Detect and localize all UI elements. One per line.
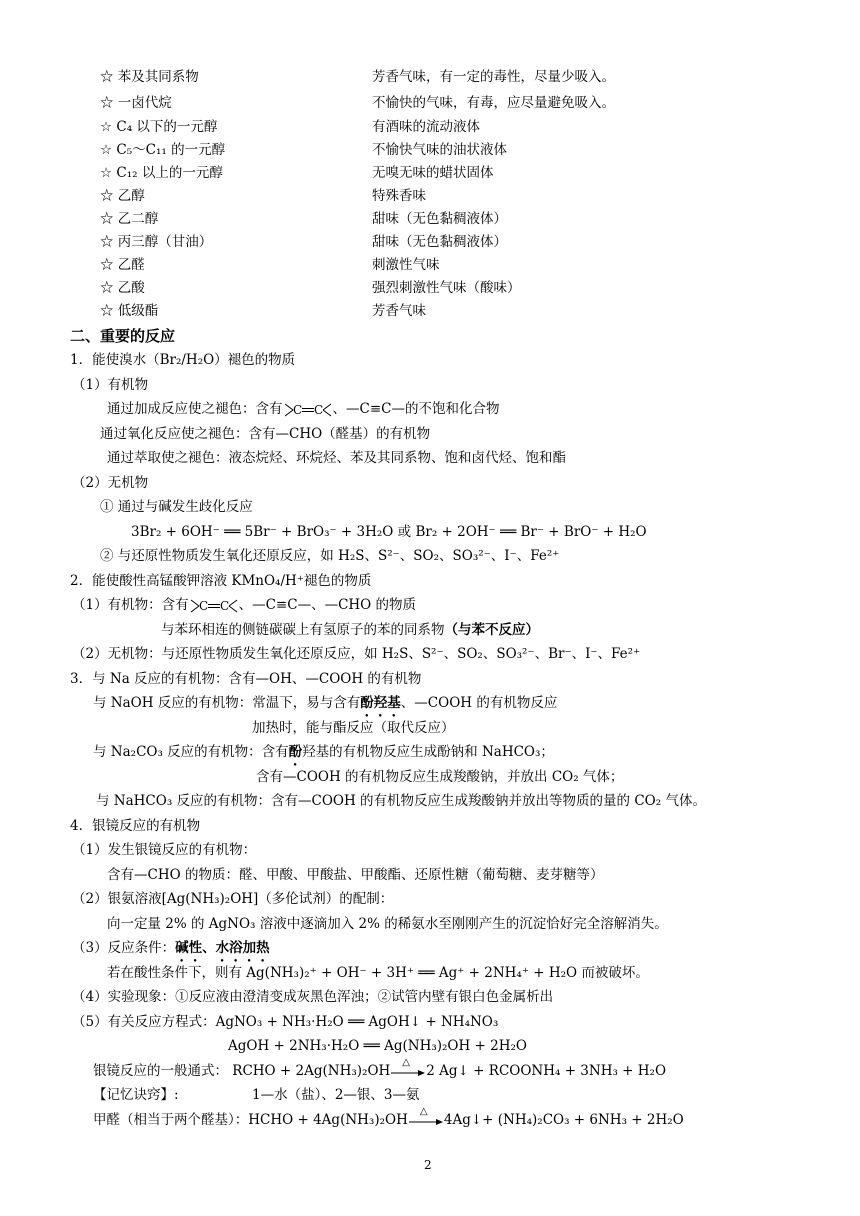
odor-row-desc: 芳香气味 xyxy=(372,303,426,319)
odor-row-name: ☆ 乙酸 xyxy=(100,280,145,296)
odor-row-name: ☆ C₄ 以下的一元醇 xyxy=(100,119,218,135)
item-3-na2co3-cooh: 含有—COOH 的有机物反应生成羧酸钠，并放出 CO₂ 气体； xyxy=(256,769,624,785)
org-text-post: 、—C≡C—、—CHO 的物质 xyxy=(238,597,417,613)
item-1-inorganic: （2）无机物 xyxy=(72,475,149,491)
section-heading: 二、重要的反应 xyxy=(70,327,176,345)
item-4-p2-text: 向一定量 2% 的 AgNO₃ 溶液中逐滴加入 2% 的稀氨水至刚刚产生的沉淀恰好完全溶解消失。 xyxy=(107,916,668,932)
item-4-p1-text: 含有—CHO 的物质：醛、甲酸、甲酸盐、甲酸酯、还原性糖（葡萄糖、麦芽糖等） xyxy=(107,867,604,883)
addition-text-post: 、—C≡C—的不饱和化合物 xyxy=(332,401,500,417)
org-text-pre: （1）有机物：含有 xyxy=(72,597,189,613)
odor-row-name: ☆ 乙二醇 xyxy=(100,211,159,227)
p3-bold: 碱性、水浴加热 xyxy=(175,940,270,956)
na2co3-post: 羟基的有机物反应生成酚钠和 NaHCO₃； xyxy=(302,744,554,760)
page-number: 2 xyxy=(424,1158,432,1172)
odor-row-desc: 甜味（无色黏稠液体） xyxy=(372,211,507,227)
item-4-title: 4．银镜反应的有机物 xyxy=(70,818,201,834)
item-3-naoh xyxy=(93,694,557,720)
gen-post: 2 Ag↓ + RCOONH₄ + 3NH₃ + H₂O xyxy=(426,1063,667,1079)
item-4-p5: （5）有关反应方程式：AgNO₃ + NH₃·H₂O ══ AgOH↓ + NH₄NO₃ xyxy=(72,1014,499,1030)
cc-double-bond-icon xyxy=(283,401,333,419)
item-4-p4: （4）实验现象：①反应液由澄清变成灰黑色浑浊；②试管内壁有银白色金属析出 xyxy=(72,989,554,1005)
na2co3-bold: 酚 xyxy=(288,744,303,760)
svg-text:C: C xyxy=(219,598,229,613)
hcho-post: 4Ag↓+ (NH₄)₂CO₃ + 6NH₃ + 2H₂O xyxy=(443,1112,684,1128)
odor-row-name: ☆ 乙醇 xyxy=(100,188,145,204)
gen-pre: 银镜反应的一般通式： RCHO + 2Ag(NH₃)₂OH xyxy=(93,1063,391,1079)
item-2-organic xyxy=(72,596,416,615)
naoh-post: 、—COOH 的有机物反应 xyxy=(400,695,558,711)
item-1-organic: （1）有机物 xyxy=(72,377,149,393)
item-4-p1: （1）发生银镜反应的有机物： xyxy=(72,842,257,858)
memo-text: 1—水（盐）、2—银、3—氨 xyxy=(252,1087,420,1103)
hcho-pre: 甲醛（相当于两个醛基）：HCHO + 4Ag(NH₃)₂OH xyxy=(93,1112,408,1128)
formaldehyde-equation xyxy=(93,1105,684,1130)
heating-arrow-icon xyxy=(390,1056,426,1081)
naoh-pre: 与 NaOH 反应的有机物：常温下，易与含有 xyxy=(93,695,361,711)
item-1-a1-equation: 3Br₂ + 6OH⁻ ══ 5Br⁻ + BrO₃⁻ + 3H₂O 或 Br₂ + 2OH⁻ ══ Br⁻ + BrO⁻ + H₂O xyxy=(131,524,647,540)
odor-row-name: ☆ 乙醛 xyxy=(100,257,145,273)
delta-symbol: △ xyxy=(419,1105,428,1117)
odor-row-desc: 无嗅无味的蜡状固体 xyxy=(372,165,494,181)
benz-text: 与苯环相连的侧链碳碳上有氢原子的苯的同系物 xyxy=(161,622,445,638)
odor-row-desc: 不愉快的气味，有毒，应尽量避免吸入。 xyxy=(372,95,615,111)
svg-text:C: C xyxy=(198,598,208,613)
odor-row-desc: 甜味（无色黏稠液体） xyxy=(372,234,507,250)
odor-row-desc: 不愉快气味的油状液体 xyxy=(372,142,507,158)
item-1-a2: ② 与还原性物质发生氧化还原反应，如 H₂S、S²⁻、SO₂、SO₃²⁻、I⁻、Fe²⁺ xyxy=(100,548,560,564)
na2co3-pre: 与 Na₂CO₃ 反应的有机物：含有 xyxy=(93,744,289,760)
odor-row-name: ☆ 低级酯 xyxy=(100,303,159,319)
item-3-title: 3．与 Na 反应的有机物：含有—OH、—COOH 的有机物 xyxy=(70,671,422,687)
item-4-p2: （2）银氨溶液[Ag(NH₃)₂OH]（多伦试剂）的配制： xyxy=(72,891,394,907)
item-2-inorganic: （2）无机物：与还原性物质发生氧化还原反应，如 H₂S、S²⁻、SO₂、SO₃²⁻、Br⁻、I⁻、Fe²⁺ xyxy=(72,646,641,662)
svg-text:C: C xyxy=(313,402,323,417)
odor-row-name: ☆ 苯及其同系物 xyxy=(100,69,199,85)
item-2-title: 2．能使酸性高锰酸钾溶液 KMnO₄/H⁺褪色的物质 xyxy=(70,573,372,589)
item-4-p3 xyxy=(72,939,270,965)
item-3-nahco3: 与 NaHCO₃ 反应的有机物：含有—COOH 的有机物反应生成羧酸钠并放出等物质的量的 CO₂ 气体。 xyxy=(96,793,706,809)
heating-arrow-icon xyxy=(408,1105,444,1130)
naoh-bold: 酚羟基 xyxy=(360,695,401,711)
item-1-title: 1．能使溴水（Br₂/H₂O）褪色的物质 xyxy=(70,352,296,368)
odor-row-desc: 特殊香味 xyxy=(372,188,426,204)
item-1-extraction: 通过萃取使之褪色：液态烷烃、环烷烃、苯及其同系物、饱和卤代烃、饱和酯 xyxy=(107,450,566,466)
odor-row-name: ☆ 一卤代烷 xyxy=(100,95,172,111)
benz-bold: （与苯不反应） xyxy=(444,622,539,638)
general-equation xyxy=(93,1056,667,1081)
memo-label: 【记忆诀窍】: xyxy=(93,1087,179,1103)
item-2-benzene xyxy=(161,621,539,639)
item-3-naoh-heat: 加热时，能与酯反应（取代反应） xyxy=(252,720,455,736)
item-1-oxidation: 通过氧化反应使之褪色：含有—CHO（醛基）的有机物 xyxy=(100,426,431,442)
item-1-addition xyxy=(107,400,499,419)
p3-pre: （3）反应条件： xyxy=(72,940,176,956)
item-3-na2co3 xyxy=(93,743,554,769)
odor-row-name: ☆ 丙三醇（甘油） xyxy=(100,234,213,250)
svg-text:C: C xyxy=(292,402,302,417)
addition-text-pre: 通过加成反应使之褪色：含有 xyxy=(107,401,283,417)
item-4-p3-text: 若在酸性条件下，则有 Ag(NH₃)₂⁺ + OH⁻ + 3H⁺ ══ Ag⁺ + 2NH₄⁺ + H₂O 而被破坏。 xyxy=(107,965,649,981)
item-4-p5-eq2: AgOH + 2NH₃·H₂O ══ Ag(NH₃)₂OH + 2H₂O xyxy=(228,1038,528,1054)
odor-row-desc: 有酒味的流动液体 xyxy=(372,119,480,135)
cc-double-bond-icon xyxy=(189,597,239,615)
delta-symbol: △ xyxy=(402,1056,410,1068)
odor-row-desc: 强烈刺激性气味（酸味） xyxy=(372,280,521,296)
odor-row-desc: 芳香气味，有一定的毒性，尽量少吸入。 xyxy=(372,69,615,85)
item-1-a1: ① 通过与碱发生歧化反应 xyxy=(100,499,253,515)
odor-row-desc: 刺激性气味 xyxy=(372,257,440,273)
odor-row-name: ☆ C₁₂ 以上的一元醇 xyxy=(100,165,223,181)
odor-row-name: ☆ C₅～C₁₁ 的一元醇 xyxy=(100,142,226,158)
